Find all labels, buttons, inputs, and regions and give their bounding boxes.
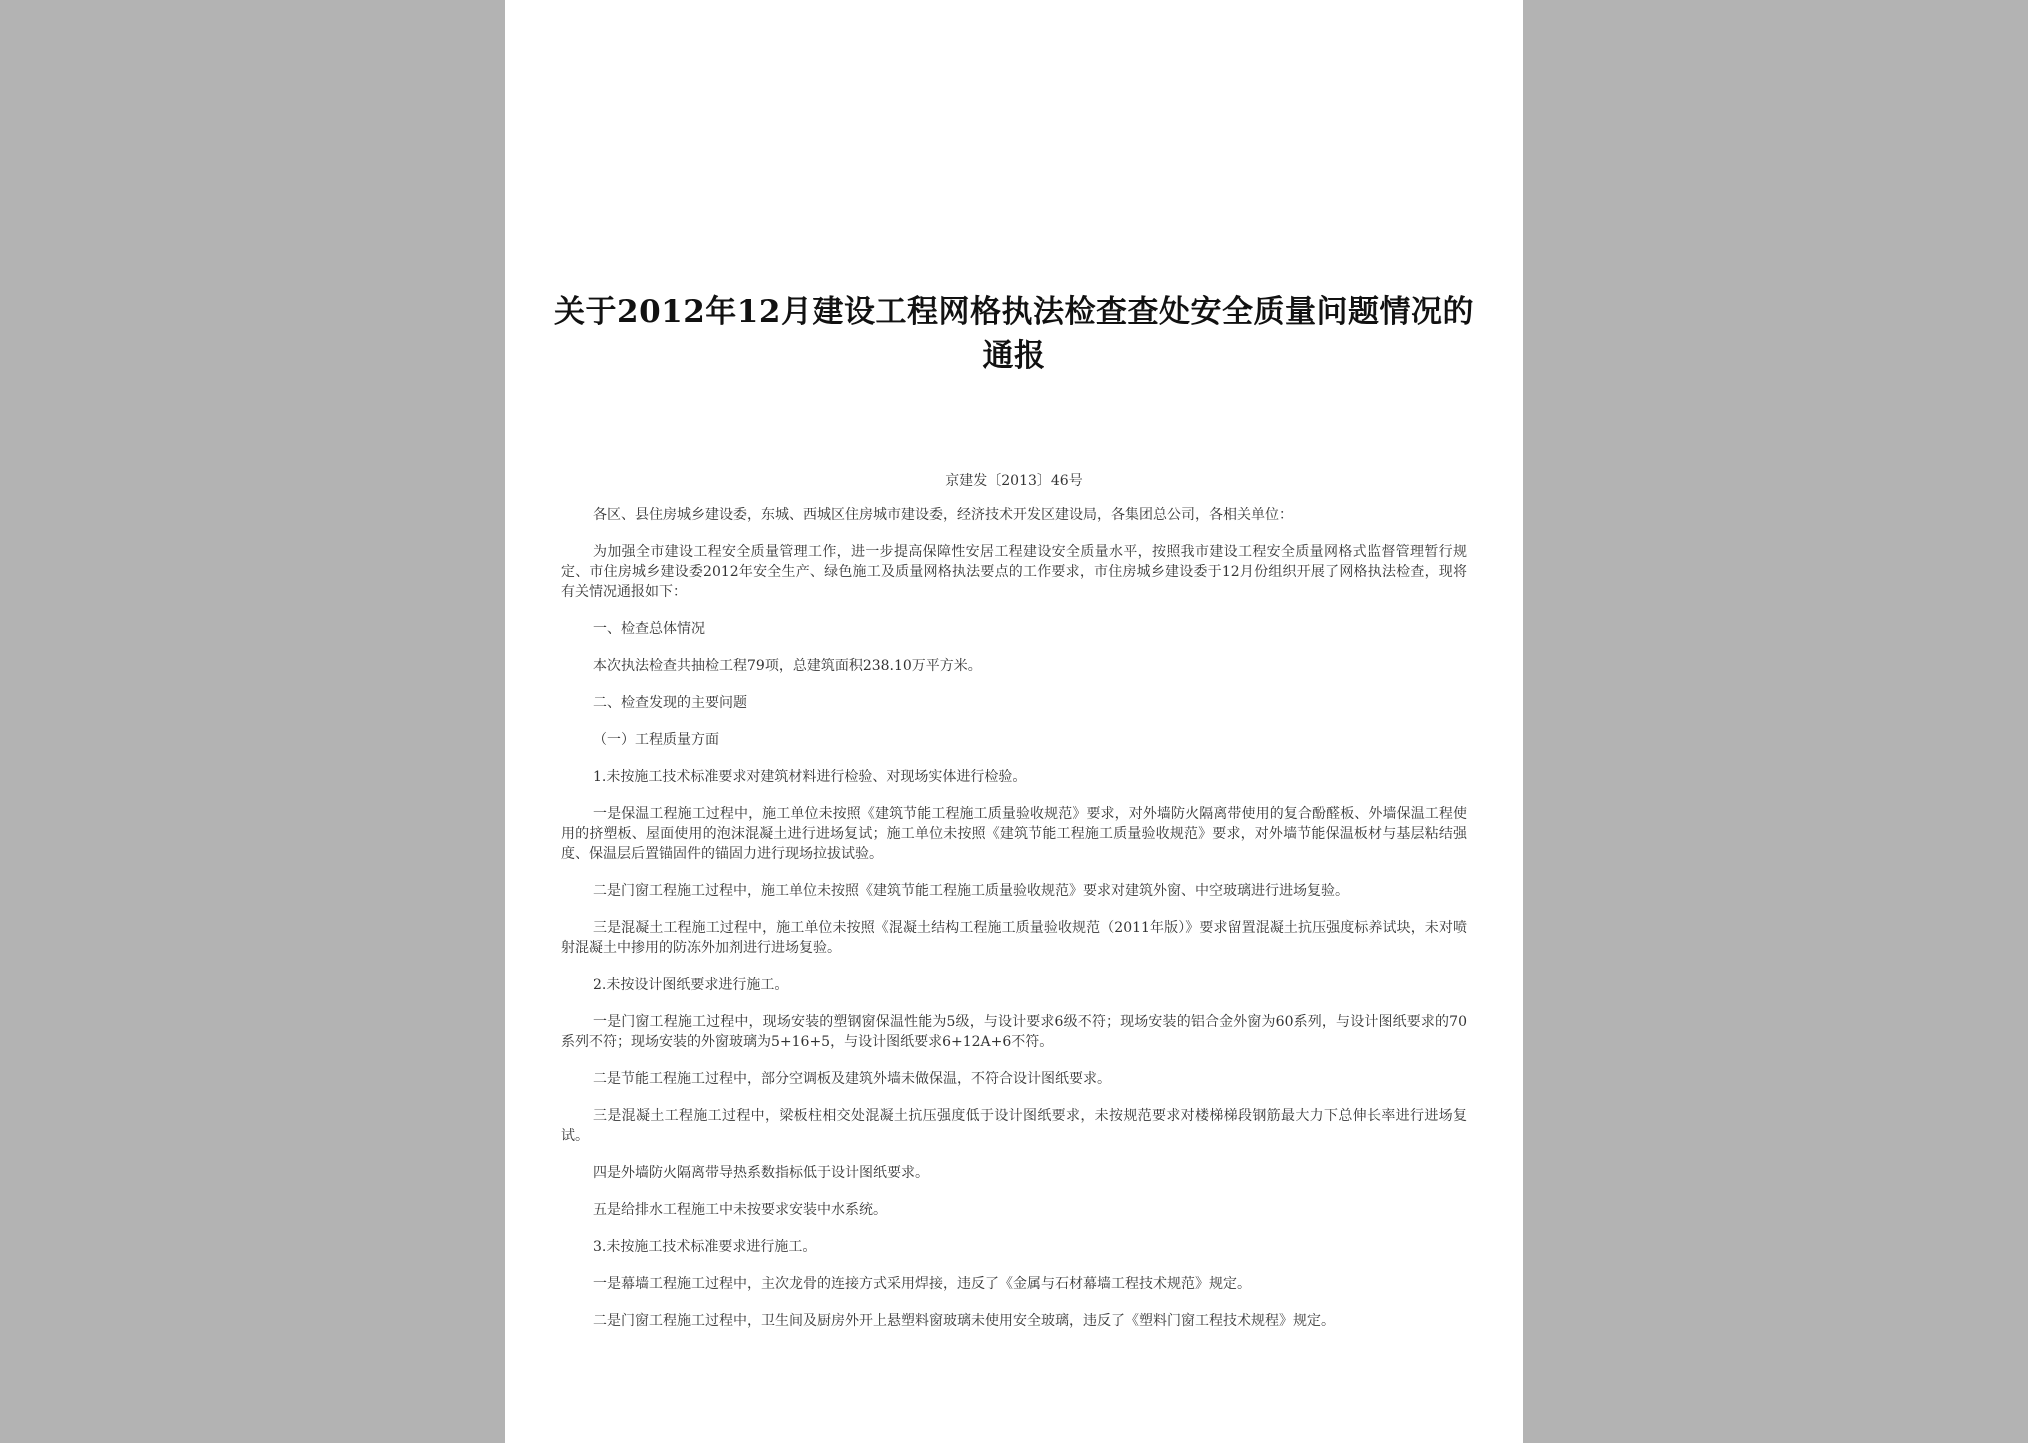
paragraph: 二是门窗工程施工过程中，施工单位未按照《建筑节能工程施工质量验收规范》要求对建筑外窗、中空玻璃进行进场复验。 [593,883,1349,899]
paragraph: 二是门窗工程施工过程中，卫生间及厨房外开上悬塑料窗玻璃未使用安全玻璃，违反了《塑料门窗工程技术规程》规定。 [593,1313,1335,1329]
paragraph: 一是门窗工程施工过程中，现场安装的塑钢窗保温性能为5级，与设计要求6级不符；现场安装的铝合金外窗为60系列，与设计图纸要求的70系列不符；现场安装的外窗玻璃为5+16+5，与设计图纸要求6+12A+6不符。 [561,1014,1467,1050]
section-heading-2: 二、检查发现的主要问题 [593,695,747,711]
paragraph-intro: 为加强全市建设工程安全质量管理工作，进一步提高保障性安居工程建设安全质量水平，按照我市建设工程安全质量网格式监督管理暂行规定、市住房城乡建设委2012年安全生产、绿色施工及质量网格执法要点的工作要求，市住房城乡建设委于12月份组织开展了网格执法检查，现将有关情况通报如下： [561,544,1467,600]
paragraph: 二是节能工程施工过程中，部分空调板及建筑外墙未做保温，不符合设计图纸要求。 [593,1071,1111,1087]
subsection-heading: （一）工程质量方面 [593,732,719,748]
section-heading-1: 一、检查总体情况 [593,621,705,637]
paragraph: 一是保温工程施工过程中，施工单位未按照《建筑节能工程施工质量验收规范》要求，对外墙防火隔离带使用的复合酚醛板、外墙保温工程使用的挤塑板、屋面使用的泡沫混凝土进行进场复试；施工单位未按照《建筑节能工程施工质量验收规范》要求，对外墙节能保温板材与基层粘结强度、保温层后置锚固件的锚固力进行现场拉拔试验。 [561,806,1467,862]
item-heading: 3.未按施工技术标准要求进行施工。 [593,1239,817,1255]
document-number: 京建发〔2013〕46号 [945,473,1083,489]
paragraph: 本次执法检查共抽检工程79项，总建筑面积238.10万平方米。 [593,658,982,674]
paragraph: 一是幕墙工程施工过程中，主次龙骨的连接方式采用焊接，违反了《金属与石材幕墙工程技术规范》规定。 [593,1276,1251,1292]
paragraph: 五是给排水工程施工中未按要求安装中水系统。 [593,1202,887,1218]
paragraph: 三是混凝土工程施工过程中，施工单位未按照《混凝土结构工程施工质量验收规范（2011年版）》要求留置混凝土抗压强度标养试块，未对喷射混凝土中掺用的防冻外加剂进行进场复验。 [561,920,1467,956]
document-body [561,505,1467,1348]
item-heading: 2.未按设计图纸要求进行施工。 [593,977,789,993]
paragraph: 四是外墙防火隔离带导热系数指标低于设计图纸要求。 [593,1165,929,1181]
document-page [505,0,1523,1443]
item-heading: 1.未按施工技术标准要求对建筑材料进行检验、对现场实体进行检验。 [593,769,1027,785]
paragraph: 三是混凝土工程施工过程中，梁板柱相交处混凝土抗压强度低于设计图纸要求，未按规范要求对楼梯梯段钢筋最大力下总伸长率进行进场复试。 [561,1108,1467,1144]
document-title: 关于2012年12月建设工程网格执法检查查处安全质量问题情况的通报 [554,294,1474,374]
paragraph-addressees: 各区、县住房城乡建设委，东城、西城区住房城市建设委，经济技术开发区建设局，各集团总公司，各相关单位： [593,507,1293,523]
